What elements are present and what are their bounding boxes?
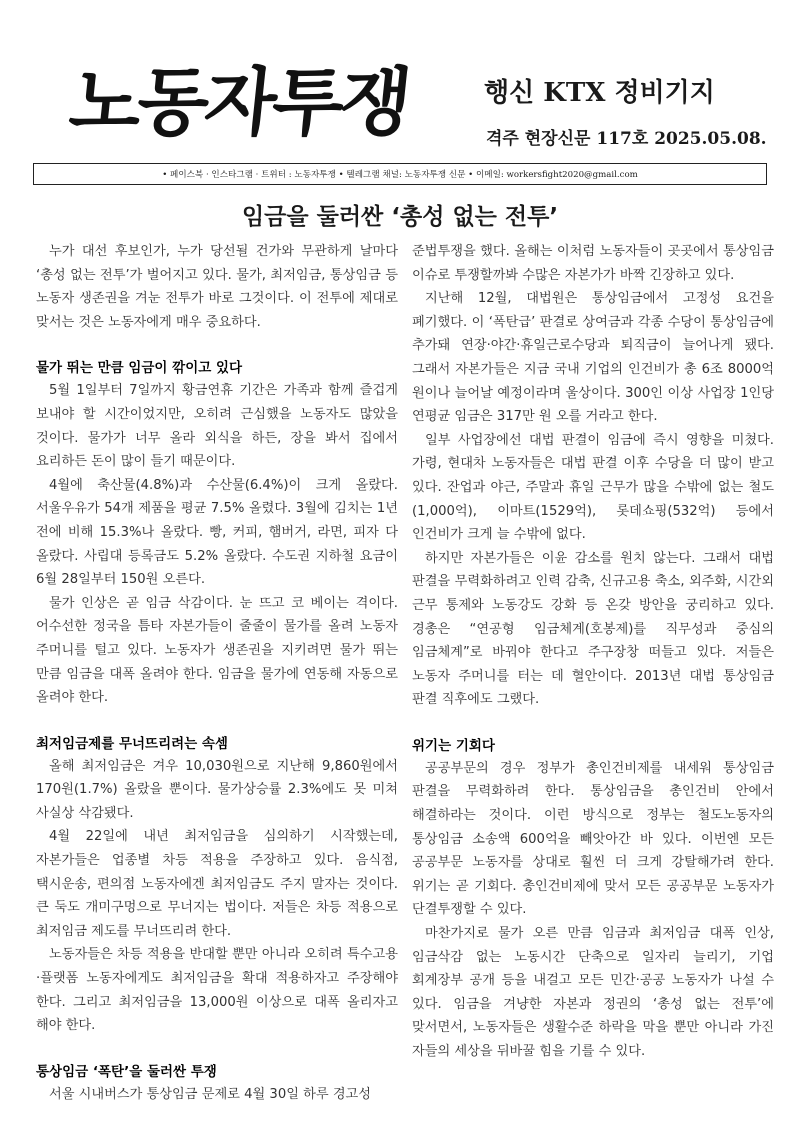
masthead-logo: 노동자투쟁 <box>65 60 412 146</box>
section-title-minimum-wage: 최저임금제를 무너뜨리려는 속셈 <box>36 735 228 752</box>
section-title-crisis: 위기는 기회다 <box>412 737 495 754</box>
paragraph: 올해 최저임금은 겨우 10,030원으로 지난해 9,860원에서 170원(1.7%) 올랐을 뿐이다. 물가상승률 2.3%에도 못 미쳐 사실상 삭감됐다. <box>36 758 398 821</box>
contact-bar <box>33 163 767 185</box>
right-column <box>412 240 774 1064</box>
paragraph: 일부 사업장에선 대법 판결이 임금에 즉시 영향을 미쳤다. 가령, 현대차 노동자들은 대법 판결 이후 수당을 더 많이 받고 있다. 잔업과 야근, 주말과 휴일 근무가 많을 수밖에 없는 철도(1,000억), 이마트(1529억), 롯데쇼핑(532억) 등에서 인건비가 크게 늘 수밖에 없다. <box>412 432 774 543</box>
newsletter-subtitle: 행신 KTX 정비기지 <box>484 78 715 108</box>
intro-paragraph: 누가 대선 후보인가, 누가 당선될 건가와 무관하게 날마다 ‘총성 없는 전투’가 벌어지고 있다. 물가, 최저임금, 통상임금 등 노동자 생존권을 겨눈 전투가 바로 그것이다. 이 전투에 제대로 맞서는 것은 노동자에게 매우 중요하다. <box>36 244 398 330</box>
left-column <box>36 240 398 1106</box>
paragraph: 하지만 자본가들은 이윤 감소를 원치 않는다. 그래서 대법 판결을 무력화하려고 인력 감축, 신규고용 축소, 외주화, 시간외 근무 통제와 노동강도 강화 등 온갖 방안을 궁리하고 있다. 경총은 “연공형 임금체계(호봉제)를 직무성과 중심의 임금체계”로 바꿔야 한다고 주구장창 떠들고 있다. 저들은 노동자 주머니를 터는 데 혈안이다. 2013년 대법 통상임금 판결 직후에도 그랬다. <box>412 550 774 708</box>
paragraph: 5월 1일부터 7일까지 황금연휴 기간은 가족과 함께 즐겁게 보내야 할 시간이었지만, 오히려 근심했을 노동자도 많았을 것이다. 물가가 너무 올라 외식을 하든, 장을 봐서 집에서 요리하든 돈이 많이 들기 때문이다. <box>36 383 398 470</box>
issue-info: 격주 현장신문 117호 2025.05.08. <box>486 129 767 149</box>
paragraph: 4월 22일에 내년 최저임금을 심의하기 시작했는데, 자본가들은 업종별 차등 적용을 주장하고 있다. 음식점, 택시운송, 편의점 노동자에겐 최저임금도 주지 말자는 것이다. 큰 둑도 개미구멍으로 무너지는 법이다. 저들은 차등 적용으로 최저임금 제도를 무너뜨리려 한다. <box>36 829 398 939</box>
section-title-prices: 물가 뛰는 만큼 임금이 깎이고 있다 <box>36 360 243 377</box>
paragraph: 서울 시내버스가 통상임금 문제로 4월 30일 하루 경고성 <box>49 1086 372 1102</box>
paragraph: 준법투쟁을 했다. 올해는 이처럼 노동자들이 곳곳에서 통상임금 이슈로 투쟁할까봐 수많은 자본가가 바짝 긴장하고 있다. <box>412 244 774 283</box>
article-headline: 임금을 둘러싼 ‘총성 없는 전투’ <box>241 204 559 230</box>
paragraph: 물가 인상은 곧 임금 삭감이다. 눈 뜨고 코 베이는 격이다. 어수선한 정국을 틈타 자본가들이 줄줄이 물가를 올려 노동자 주머니를 털고 있다. 노동자가 생존권을 지키려면 물가 뛰는 만큼 임금을 대폭 올려야 한다. 임금을 물가에 연동해 자동으로 올려야 한다. <box>36 595 398 706</box>
contact-text: • 페이스북 · 인스타그램 · 트위터 : 노동자투쟁 • 텔레그램 채널: 노동자투쟁 신문 • 이메일: workersfight2020@gmail.com <box>162 170 638 180</box>
paragraph: 노동자들은 차등 적용을 반대할 뿐만 아니라 오히려 특수고용·플랫폼 노동자에게도 최저임금을 확대 적용하자고 주장해야 한다. 그리고 최저임금을 13,000원 이상으로 대폭 올리자고 해야 한다. <box>36 947 398 1034</box>
paragraph: 공공부문의 경우 정부가 총인건비제를 내세워 통상임금 판결을 무력화하려 한다. 통상임금을 총인건비 안에서 해결하라는 것이다. 이런 방식으로 정부는 철도노동자의 통상임금 소송액 600억을 빼앗아간 바 있다. 이번엔 모든 공공부문 노동자를 상대로 훨씬 더 크게 강탈해가려 한다. 위기는 곧 기회다. 총인건비제에 맞서 모든 공공부문 노동자가 단결투쟁할 수 있다. <box>412 760 774 918</box>
paragraph: 지난해 12월, 대법원은 통상임금에서 고정성 요건을 폐기했다. 이 ‘폭탄급’ 판결로 상여금과 각종 수당이 통상임금에 추가돼 연장·야간·휴일근로수당과 퇴직금이 늘어나게 됐다. 그래서 자본가들은 지금 국내 기업의 인건비가 총 6조 8000억 원이나 늘어날 예정이라며 울상이다. 300인 이상 사업장 1인당 연평균 임금은 317만 원 오를 거라고 한다. <box>412 291 774 425</box>
paragraph: 4월에 축산물(4.8%)과 수산물(6.4%)이 크게 올랐다. 서울우유가 54개 제품을 평균 7.5% 올렸다. 3월에 김치는 1년 전에 비해 15.3%나 올랐다. 빵, 커피, 햄버거, 라면, 피자 다 올랐다. 사립대 등록금도 5.2% 올랐다. 수도권 지하철 요금이 6월 28일부터 150원 오른다. <box>36 477 398 588</box>
paragraph: 마찬가지로 물가 오른 만큼 임금과 최저임금 대폭 인상, 임금삭감 없는 노동시간 단축으로 일자리 늘리기, 기업 회계장부 공개 등을 내걸고 모든 민간·공공 노동자가 나설 수 있다. 임금을 겨냥한 자본과 정권의 ‘총성 없는 전투’에 맞서면서, 노동자들은 생활수준 하락을 막을 뿐만 아니라 가진 자들의 세상을 뒤바꿀 힘을 기를 수 있다. <box>412 926 774 1059</box>
section-title-ordinary-wage: 통상임금 ‘폭탄’을 둘러싼 투쟁 <box>36 1063 217 1080</box>
